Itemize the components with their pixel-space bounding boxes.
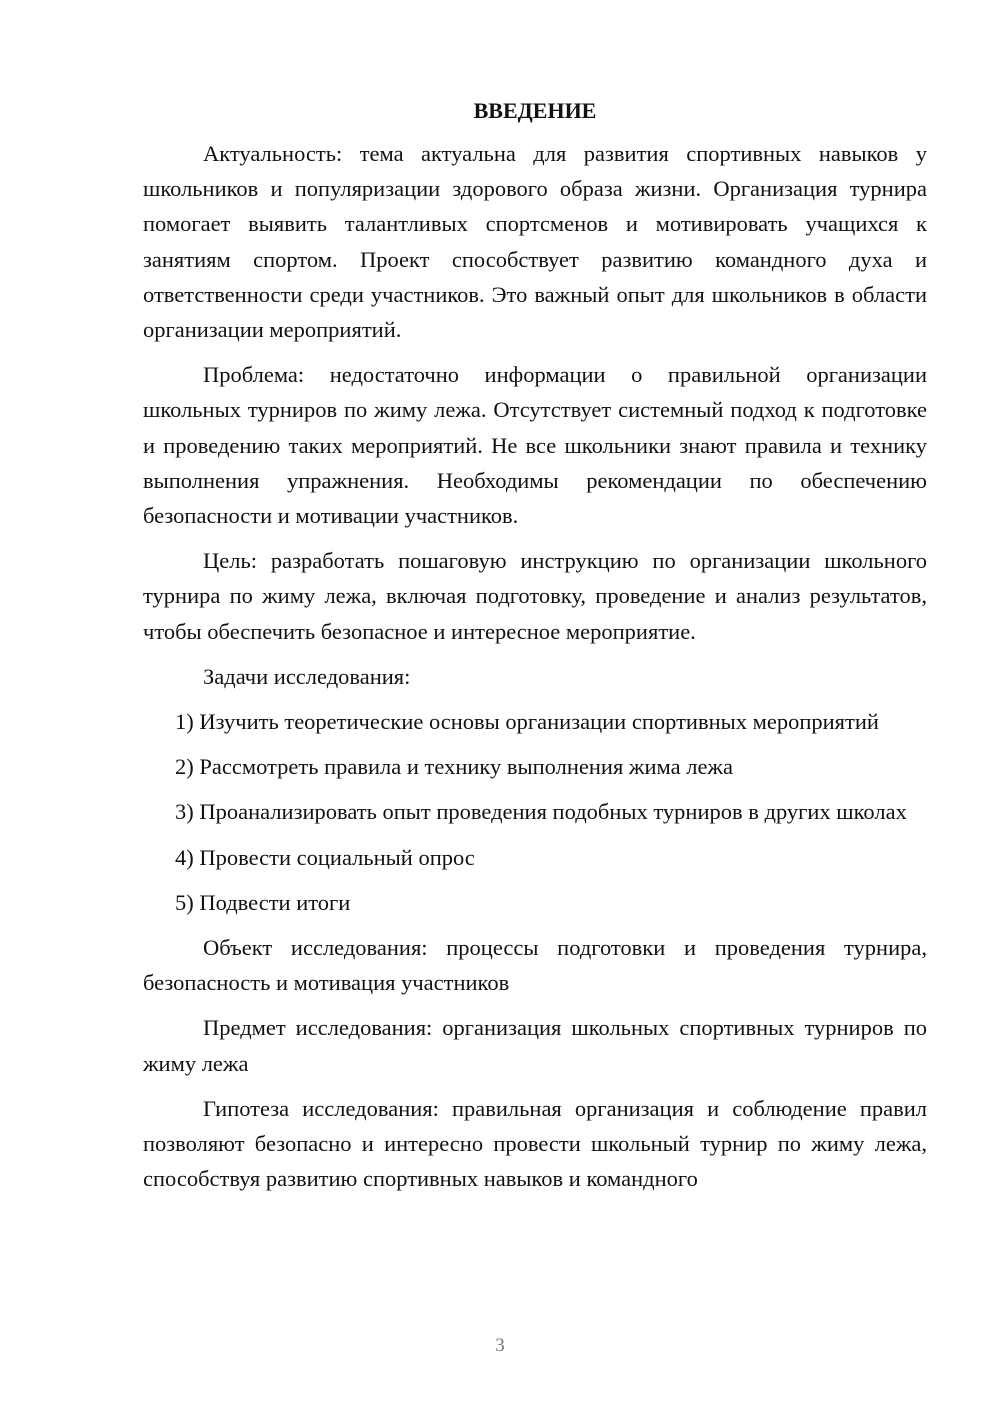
paragraph-hypothesis: Гипотеза исследования: правильная организация и соблюдение правил позволяют безопасно и интересно провести школьный турнир по жиму лежа, способствуя развитию спортивных навыков и командного xyxy=(143,1095,927,1192)
paragraph-problem: Проблема: недостаточно информации о правильной организации школьных турниров по жиму лежа. Отсутствует системный подход к подготовке и проведению таких мероприятий. Не все школьники знают правила и технику выполнения упражнения. Необходимы рекомендации по обеспечению безопасности и мотивации участников. xyxy=(143,362,927,529)
paragraph-tasks-heading: Задачи исследования: xyxy=(203,663,411,689)
task-item: 2) Рассмотреть правила и технику выполнения жима лежа xyxy=(175,754,733,780)
paragraph-relevance: Актуальность: тема актуальна для развития спортивных навыков у школьников и популяризации здорового образа жизни. Организация турнира помогает выявить талантливых спортсменов и мотивировать учащихся к занятиям спортом. Проект способствует развитию командного духа и ответственности среди участников. Это важный опыт для школьников в области организации мероприятий. xyxy=(143,141,927,343)
paragraph-goal: Цель: разработать пошаговую инструкцию по организации школьного турнира по жиму лежа, включая подготовку, проведение и анализ результатов, чтобы обеспечить безопасное и интересное мероприятие. xyxy=(143,548,927,644)
task-item: 4) Провести социальный опрос xyxy=(175,844,475,870)
paragraph-object: Объект исследования: процессы подготовки и проведения турнира, безопасность и мотивация участников xyxy=(143,935,927,996)
page-number: 3 xyxy=(495,1335,505,1356)
paragraph-subject: Предмет исследования: организация школьных спортивных турниров по жиму лежа xyxy=(143,1015,927,1076)
task-item: 3) Проанализировать опыт проведения подобных турниров в других школах xyxy=(175,799,907,825)
task-item: 1) Изучить теоретические основы организации спортивных мероприятий xyxy=(175,709,879,735)
task-item: 5) Подвести итоги xyxy=(175,889,351,915)
section-title: ВВЕДЕНИЕ xyxy=(473,98,597,123)
